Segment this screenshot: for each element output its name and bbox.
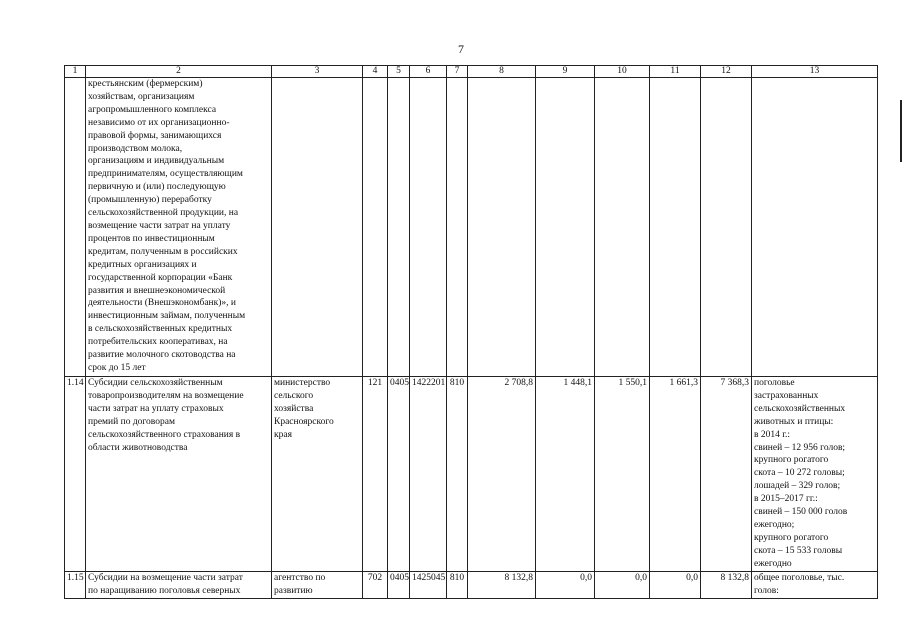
table-row <box>65 571 878 598</box>
amount-2015: 0,0 <box>536 571 595 598</box>
table-row <box>65 377 878 572</box>
row-number: 1.15 <box>65 571 86 598</box>
vr-code: 810 <box>447 571 468 598</box>
table-row <box>65 78 878 377</box>
csr-code: 1422201 <box>410 377 447 572</box>
rzpr-code: 0405 <box>388 377 410 572</box>
scan-edge-mark <box>900 100 902 162</box>
measure-name: крестьянским (фермерским) хозяйствам, организациям агропромышленного комплекса независимо от их организационно- правовой формы, занимающихся производством молока, организациям и индивидуальным предпринимателям, осуществляющим первичную и (или) последующую (промышленную) переработку сельскохозяйственной продукции, на возмещение части затрат на уплату процентов по инвестиционным кредитам, полученным в российских кредитных организациях и государственной корпорации «Банк развития и внешнеэкономической деятельности (Внешэкономбанк)», и инвестиционным займам, полученным в сельскохозяйственных кредитных потребительских кооперативах, на развитие молочного скотоводства на срок до 15 лет <box>86 78 272 377</box>
column-number: 7 <box>447 66 468 78</box>
program-measures-table <box>64 65 878 599</box>
amount-2015: 1 448,1 <box>536 377 595 572</box>
amount-2014: 8 132,8 <box>468 571 536 598</box>
column-number: 4 <box>363 66 388 78</box>
row-number: 1.14 <box>65 377 86 572</box>
expected-result: общее поголовье, тыс. голов: <box>752 571 878 598</box>
responsible-org: министерство сельского хозяйства Красноярского края <box>272 377 363 572</box>
responsible-org: агентство по развитию <box>272 571 363 598</box>
column-number: 8 <box>468 66 536 78</box>
amount-total <box>701 78 752 377</box>
column-number: 5 <box>388 66 410 78</box>
column-number: 11 <box>650 66 701 78</box>
amount-2016 <box>595 78 650 377</box>
responsible-org <box>272 78 363 377</box>
measure-name: Субсидии на возмещение части затрат по наращиванию поголовья северных <box>86 571 272 598</box>
amount-total: 7 368,3 <box>701 377 752 572</box>
amount-2017: 0,0 <box>650 571 701 598</box>
csr-code <box>410 78 447 377</box>
page-number: 7 <box>458 42 464 56</box>
rzpr-code <box>388 78 410 377</box>
column-number: 9 <box>536 66 595 78</box>
column-number-row <box>65 66 878 78</box>
amount-2017 <box>650 78 701 377</box>
column-number: 3 <box>272 66 363 78</box>
column-number: 12 <box>701 66 752 78</box>
column-number: 10 <box>595 66 650 78</box>
grbs-code: 121 <box>363 377 388 572</box>
column-number: 13 <box>752 66 878 78</box>
vr-code: 810 <box>447 377 468 572</box>
csr-code: 1425045 <box>410 571 447 598</box>
column-number: 2 <box>86 66 272 78</box>
column-number: 1 <box>65 66 86 78</box>
grbs-code <box>363 78 388 377</box>
row-number <box>65 78 86 377</box>
amount-2017: 1 661,3 <box>650 377 701 572</box>
column-number: 6 <box>410 66 447 78</box>
expected-result: поголовье застрахованных сельскохозяйственных животных и птицы: в 2014 г.: свиней – 12 956 голов; крупного рогатого скота – 10 272 головы; лошадей – 329 голов; в 2015–2017 гг.: свиней – 150 000 голов ежегодно; крупного рогатого скота – 15 533 головы ежегодно <box>752 377 878 572</box>
vr-code <box>447 78 468 377</box>
amount-total: 8 132,8 <box>701 571 752 598</box>
amount-2016: 1 550,1 <box>595 377 650 572</box>
amount-2016: 0,0 <box>595 571 650 598</box>
amount-2015 <box>536 78 595 377</box>
grbs-code: 702 <box>363 571 388 598</box>
amount-2014 <box>468 78 536 377</box>
amount-2014: 2 708,8 <box>468 377 536 572</box>
measure-name: Субсидии сельскохозяйственным товаропроизводителям на возмещение части затрат на уплату страховых премий по договорам сельскохозяйственного страхования в области животноводства <box>86 377 272 572</box>
expected-result <box>752 78 878 377</box>
rzpr-code: 0405 <box>388 571 410 598</box>
